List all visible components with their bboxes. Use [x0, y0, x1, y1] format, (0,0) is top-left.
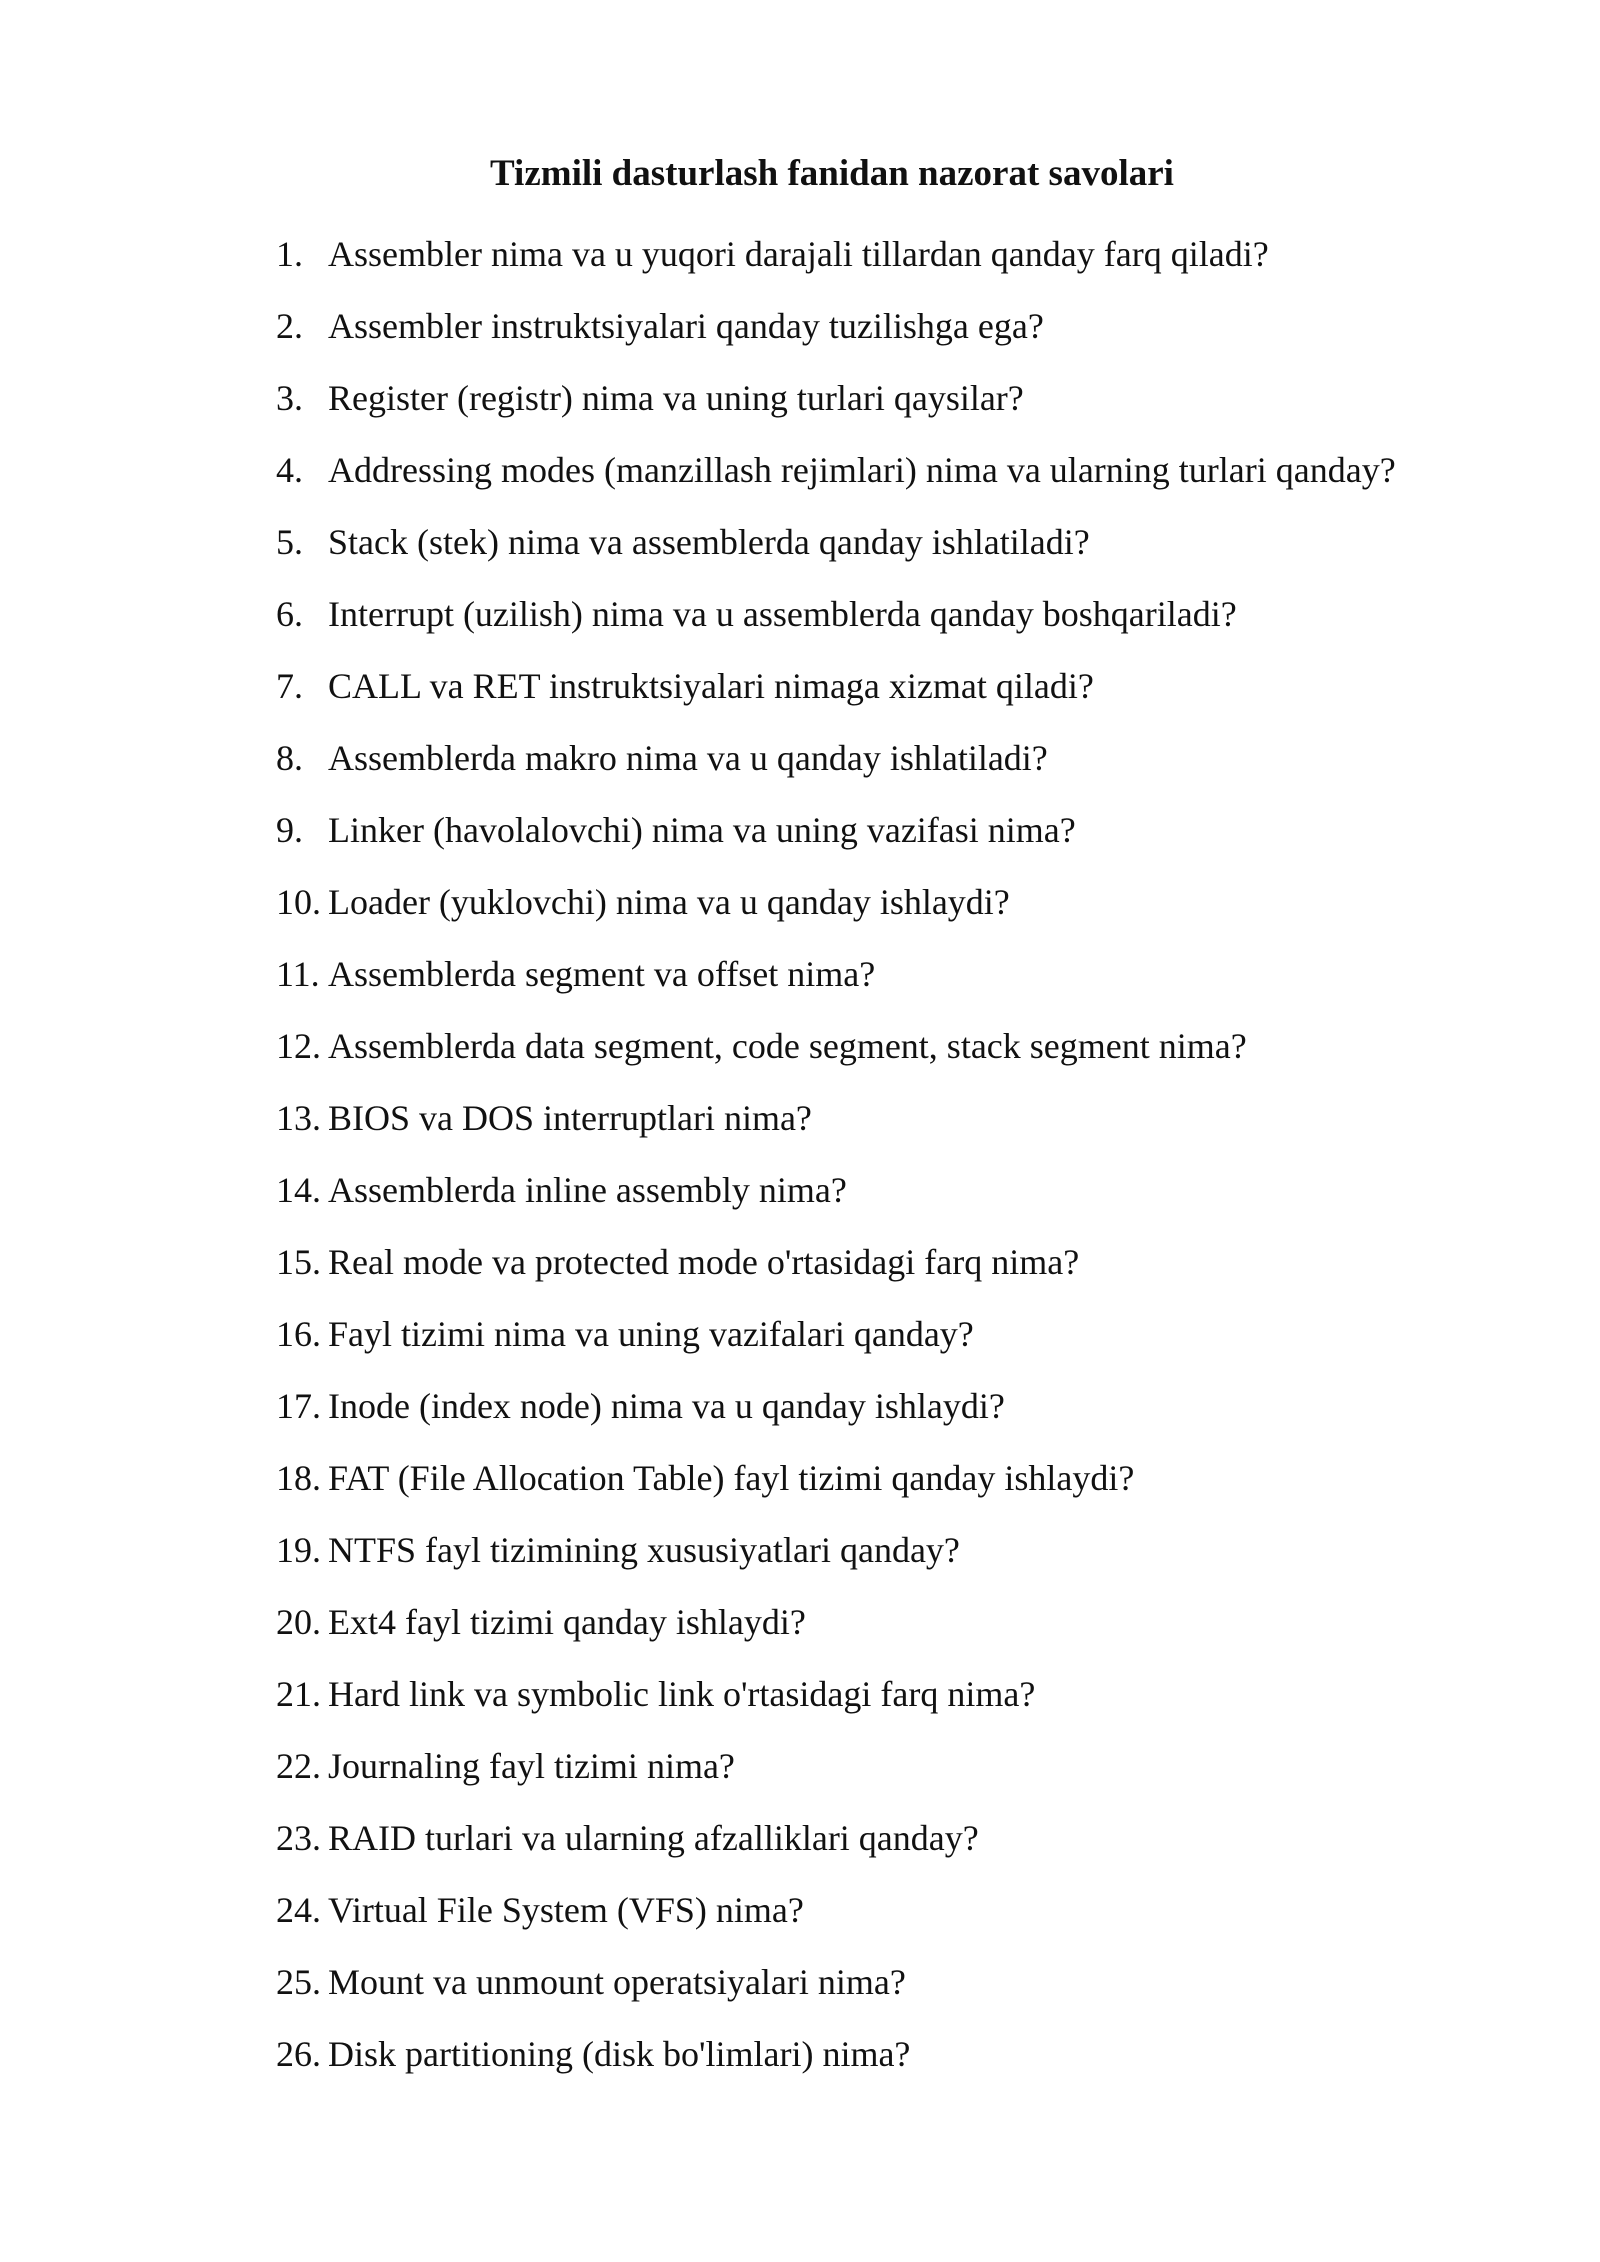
- question-text: Register (registr) nima va uning turlari qaysilar?: [328, 378, 1024, 418]
- question-item: [276, 866, 1526, 938]
- question-text: Assemblerda data segment, code segment, stack segment nima?: [328, 1026, 1247, 1066]
- question-item: [276, 1658, 1526, 1730]
- question-number: 25.: [276, 1962, 321, 2002]
- question-number: 12.: [276, 1026, 321, 1066]
- question-number: 17.: [276, 1386, 321, 1426]
- question-item: [276, 578, 1526, 650]
- question-item: [276, 938, 1526, 1010]
- question-number: 5.: [276, 522, 303, 562]
- question-item: [276, 1298, 1526, 1370]
- question-text: BIOS va DOS interruptlari nima?: [328, 1098, 812, 1138]
- question-number: 9.: [276, 810, 303, 850]
- document-title: Tizmili dasturlash fanidan nazorat savolari: [490, 153, 1174, 194]
- question-text: Assembler nima va u yuqori darajali tillardan qanday farq qiladi?: [328, 234, 1269, 274]
- question-text: Assemblerda segment va offset nima?: [328, 954, 876, 994]
- question-text: Ext4 fayl tizimi qanday ishlaydi?: [328, 1602, 806, 1642]
- question-number: 22.: [276, 1746, 321, 1786]
- question-number: 2.: [276, 306, 303, 346]
- question-text: Virtual File System (VFS) nima?: [328, 1890, 804, 1930]
- question-number: 6.: [276, 594, 303, 634]
- question-number: 26.: [276, 2034, 321, 2074]
- question-text: RAID turlari va ularning afzalliklari qanday?: [328, 1818, 979, 1858]
- question-item: [276, 218, 1526, 290]
- question-item: [276, 1514, 1526, 1586]
- question-item: [276, 1802, 1526, 1874]
- question-number: 14.: [276, 1170, 321, 1210]
- question-number: 8.: [276, 738, 303, 778]
- question-text: FAT (File Allocation Table) fayl tizimi qanday ishlaydi?: [328, 1458, 1135, 1498]
- question-text: CALL va RET instruktsiyalari nimaga xizmat qiladi?: [328, 666, 1094, 706]
- question-text: Fayl tizimi nima va uning vazifalari qanday?: [328, 1314, 974, 1354]
- question-text: Addressing modes (manzillash rejimlari) nima va ularning turlari qanday?: [328, 450, 1396, 490]
- question-text: Stack (stek) nima va assemblerda qanday ishlatiladi?: [328, 522, 1090, 562]
- question-number: 24.: [276, 1890, 321, 1930]
- question-item: [276, 1946, 1526, 2018]
- question-item: [276, 1874, 1526, 1946]
- question-number: 23.: [276, 1818, 321, 1858]
- question-number: 11.: [276, 954, 320, 994]
- question-text: Assembler instruktsiyalari qanday tuzilishga ega?: [328, 306, 1044, 346]
- question-item: [276, 794, 1526, 866]
- question-text: Loader (yuklovchi) nima va u qanday ishlaydi?: [328, 882, 1010, 922]
- question-item: [276, 2018, 1526, 2090]
- question-text: Interrupt (uzilish) nima va u assemblerda qanday boshqariladi?: [328, 594, 1237, 634]
- question-item: [276, 290, 1526, 362]
- question-text: Assemblerda makro nima va u qanday ishlatiladi?: [328, 738, 1048, 778]
- question-text: Journaling fayl tizimi nima?: [328, 1746, 735, 1786]
- question-number: 7.: [276, 666, 303, 706]
- question-text: NTFS fayl tizimining xususiyatlari qanday?: [328, 1530, 960, 1570]
- question-list: [276, 218, 1526, 2090]
- question-number: 16.: [276, 1314, 321, 1354]
- question-text: Assemblerda inline assembly nima?: [328, 1170, 847, 1210]
- question-number: 1.: [276, 234, 303, 274]
- question-item: [276, 1154, 1526, 1226]
- question-text: Hard link va symbolic link o'rtasidagi farq nima?: [328, 1674, 1036, 1714]
- question-text: Linker (havolalovchi) nima va uning vazifasi nima?: [328, 810, 1076, 850]
- question-number: 20.: [276, 1602, 321, 1642]
- question-text: Mount va unmount operatsiyalari nima?: [328, 1962, 906, 2002]
- question-number: 21.: [276, 1674, 321, 1714]
- question-item: [276, 1010, 1526, 1082]
- question-number: 3.: [276, 378, 303, 418]
- question-number: 4.: [276, 450, 303, 490]
- question-item: [276, 1586, 1526, 1658]
- question-text: Inode (index node) nima va u qanday ishlaydi?: [328, 1386, 1005, 1426]
- question-item: [276, 434, 1526, 506]
- question-number: 15.: [276, 1242, 321, 1282]
- question-item: [276, 1226, 1526, 1298]
- question-item: [276, 1370, 1526, 1442]
- question-item: [276, 650, 1526, 722]
- question-item: [276, 1442, 1526, 1514]
- question-item: [276, 1082, 1526, 1154]
- question-item: [276, 362, 1526, 434]
- question-number: 10.: [276, 882, 321, 922]
- question-number: 19.: [276, 1530, 321, 1570]
- question-item: [276, 1730, 1526, 1802]
- question-number: 13.: [276, 1098, 321, 1138]
- question-text: Real mode va protected mode o'rtasidagi farq nima?: [328, 1242, 1080, 1282]
- question-item: [276, 722, 1526, 794]
- question-text: Disk partitioning (disk bo'limlari) nima?: [328, 2034, 911, 2074]
- question-item: [276, 506, 1526, 578]
- question-number: 18.: [276, 1458, 321, 1498]
